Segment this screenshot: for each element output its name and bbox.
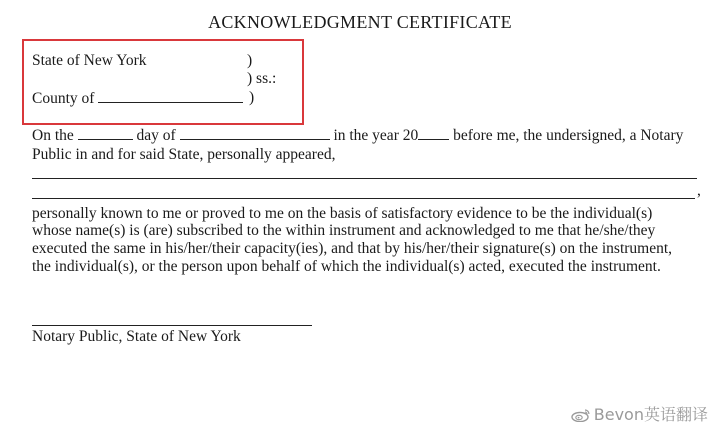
- name-blank-comma: ,: [697, 182, 701, 199]
- day-of-text: day of: [136, 127, 176, 144]
- year-blank[interactable]: [418, 126, 449, 140]
- body-line-1: personally known to me or proved to me on the basis of satisfactory evidence to be the individual(s): [32, 205, 653, 222]
- county-label: County of: [32, 90, 95, 107]
- on-the-text: On the: [32, 127, 74, 144]
- watermark: [571, 402, 708, 425]
- in-the-year-text: in the year 20: [333, 127, 419, 144]
- watermark-text: Bevon英语翻译: [593, 405, 708, 424]
- venue-ss: ) ss.:: [247, 70, 277, 87]
- before-me-text: before me, the undersigned, a Notary: [453, 127, 684, 144]
- body-line-4: the individual(s), or the person upon behalf of which the individual(s) acted, executed the instrument.: [32, 258, 661, 275]
- body-line-2: whose name(s) is (are) subscribed to the within instrument and acknowledged to me that he/she/they: [32, 222, 656, 239]
- appeared-line: Public in and for said State, personally appeared,: [32, 146, 336, 163]
- month-blank[interactable]: [180, 126, 330, 140]
- state-label: State of New York: [32, 52, 147, 69]
- venue-paren-bottom: ): [249, 89, 255, 106]
- weibo-icon: [571, 407, 591, 421]
- county-blank[interactable]: [98, 89, 243, 103]
- date-line: [32, 126, 683, 145]
- name-blank-2[interactable]: [32, 198, 695, 199]
- name-blank-1[interactable]: [32, 178, 697, 179]
- body-line-3: executed the same in his/her/their capacity(ies), and that by his/her/their signature(s) on the instrument,: [32, 240, 673, 257]
- venue-paren-top: ): [247, 52, 253, 69]
- signature-caption: Notary Public, State of New York: [32, 328, 241, 345]
- document-title: ACKNOWLEDGMENT CERTIFICATE: [208, 12, 512, 32]
- county-line: [32, 89, 243, 108]
- day-blank[interactable]: [78, 126, 133, 140]
- signature-line[interactable]: [32, 325, 312, 326]
